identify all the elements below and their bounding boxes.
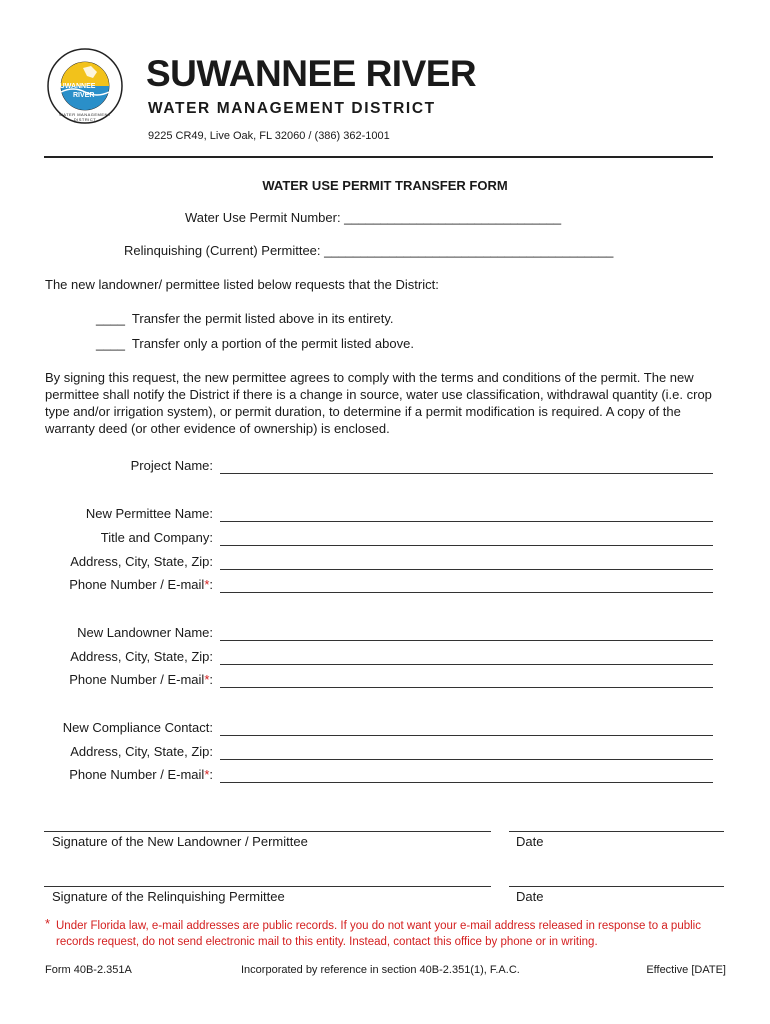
project-name-line[interactable] (220, 473, 713, 474)
phone-2-line[interactable] (220, 687, 713, 688)
permit-number-field[interactable]: Water Use Permit Number: ______________________________ (185, 210, 562, 225)
new-landowner-name-label: New Landowner Name: (77, 625, 213, 640)
date-2-line[interactable] (509, 886, 724, 887)
logo-ring-text: WATER MANAGEMENT DISTRICT (59, 112, 111, 122)
date-2-label: Date (516, 889, 544, 904)
colon: : (209, 577, 213, 592)
footnote-asterisk: * (45, 916, 51, 931)
effective-date: Effective [DATE] (646, 964, 726, 976)
project-name-label: Project Name: (130, 458, 213, 473)
logo-text-1: SUWANNEE (55, 83, 96, 90)
agreement-paragraph: By signing this request, the new permittee agrees to comply with the terms and conditions of the permit. The new permittee shall notify the District if there is a change in source, water use classification, withdrawal quantity (i.e. crop type and/or irrigation system), or permit duration, to determine if a permit modification is required. A copy of the warranty deed (or other evidence of ownership) is enclosed. (45, 370, 712, 436)
date-1-line[interactable] (509, 831, 724, 832)
org-address: 9225 CR49, Live Oak, FL 32060 / (386) 362-1001 (148, 130, 390, 142)
new-compliance-contact-line[interactable] (220, 735, 713, 736)
logo-text-2: RIVER (73, 92, 95, 99)
address-2-line[interactable] (220, 664, 713, 665)
new-landowner-name-line[interactable] (220, 640, 713, 641)
title-company-line[interactable] (220, 545, 713, 546)
footnote-text: Under Florida law, e-mail addresses are public records. If you do not want your e-mail address released in response to a public records request, do not send electronic mail to this entity. Instead, contact this office by phone or in writing. (56, 920, 701, 948)
signature-relinquish-label: Signature of the Relinquishing Permittee (52, 889, 285, 904)
date-1-label: Date (516, 834, 544, 849)
new-permittee-name-label: New Permittee Name: (85, 506, 213, 521)
signature-relinquish-line[interactable] (44, 886, 491, 887)
org-subtitle: WATER MANAGEMENT DISTRICT (148, 100, 436, 117)
district-logo (47, 48, 123, 124)
phone-2-label (69, 672, 213, 687)
option-transfer-portion[interactable]: ____ Transfer only a portion of the permit listed above. (96, 336, 414, 351)
form-number: Form 40B-2.351A (45, 964, 132, 976)
signature-new-line[interactable] (44, 831, 491, 832)
request-intro: The new landowner/ permittee listed below requests that the District: (45, 277, 439, 292)
phone-2-text: Phone Number / E-mail (69, 672, 205, 687)
phone-1-line[interactable] (220, 592, 713, 593)
form-title: WATER USE PERMIT TRANSFER FORM (262, 178, 508, 193)
colon: : (209, 672, 213, 687)
phone-1-label (69, 577, 213, 592)
address-1-line[interactable] (220, 569, 713, 570)
address-3-label: Address, City, State, Zip: (70, 744, 213, 759)
phone-3-label (69, 767, 213, 782)
address-2-label: Address, City, State, Zip: (70, 649, 213, 664)
address-1-label: Address, City, State, Zip: (70, 554, 213, 569)
org-name: SUWANNEE RIVER (146, 53, 477, 94)
new-permittee-name-line[interactable] (220, 521, 713, 522)
new-compliance-contact-label: New Compliance Contact: (62, 720, 213, 735)
relinquishing-permittee-field[interactable]: Relinquishing (Current) Permittee: ________________________________________ (124, 243, 614, 258)
phone-3-text: Phone Number / E-mail (69, 767, 205, 782)
asterisk-mark: * (204, 767, 210, 782)
address-3-line[interactable] (220, 759, 713, 760)
asterisk-mark: * (204, 577, 210, 592)
colon: : (209, 767, 213, 782)
signature-new-label: Signature of the New Landowner / Permittee (52, 834, 308, 849)
incorporated-reference: Incorporated by reference in section 40B-2.351(1), F.A.C. (241, 964, 520, 976)
option-transfer-entire[interactable]: ____ Transfer the permit listed above in its entirety. (96, 311, 394, 326)
header-divider (44, 156, 713, 158)
phone-3-line[interactable] (220, 782, 713, 783)
title-company-label: Title and Company: (100, 530, 213, 545)
phone-1-text: Phone Number / E-mail (69, 577, 205, 592)
asterisk-mark: * (204, 672, 210, 687)
